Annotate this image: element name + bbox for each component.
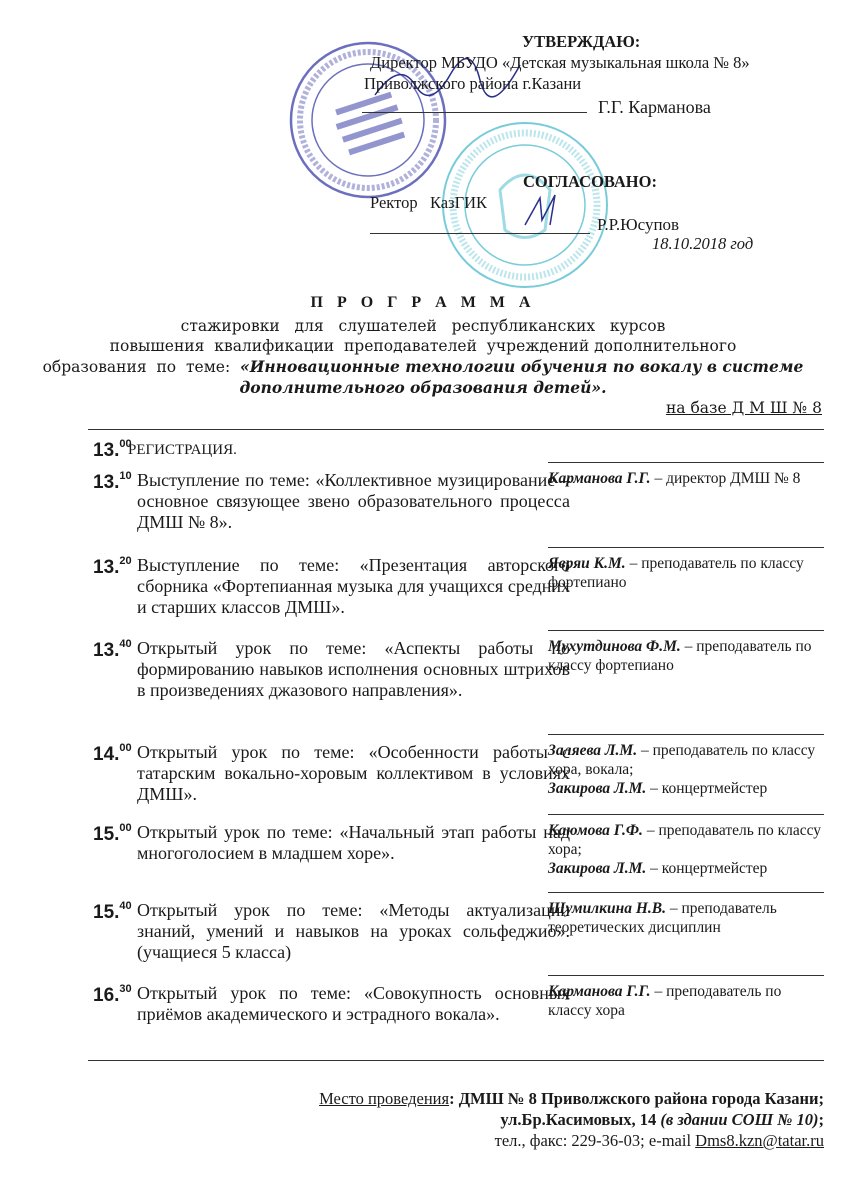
time-minute: 00 <box>119 438 132 450</box>
approval-heading: УТВЕРЖДАЮ: <box>522 32 641 51</box>
event-description: РЕГИСТРАЦИЯ. <box>128 442 237 458</box>
time-hour: 16. <box>93 985 120 1006</box>
speaker-role: – преподаватель по классу хора; <box>548 822 822 858</box>
schedule-top-divider <box>88 429 824 430</box>
approval-signatory: Г.Г. Карманова <box>598 97 711 117</box>
time-minute: 40 <box>119 638 132 650</box>
time-minute: 40 <box>119 900 132 912</box>
speaker-role: – концертмейстер <box>646 860 768 877</box>
time-minute: 10 <box>119 470 132 482</box>
event-description: Открытый урок по теме: «Методы актуализации знаний, умений и навыков на уроках сольфеджио». (учащиеся 5 класса) <box>137 900 570 962</box>
address-end: ; <box>818 1110 824 1129</box>
time-hour: 13. <box>93 640 120 661</box>
time-minute: 20 <box>119 555 132 567</box>
signature-line-rector <box>370 233 590 234</box>
time <box>93 438 132 462</box>
speaker-info <box>548 814 824 878</box>
speaker-info <box>548 975 824 1020</box>
speaker-name: Карманова Г.Г. <box>548 983 651 1000</box>
speaker-role: – преподаватель по классу фортепиано <box>548 555 804 591</box>
speaker-info <box>548 734 824 798</box>
program-line3-prefix: образования по теме: <box>42 358 231 376</box>
speaker-role: – концертмейстер <box>646 780 768 797</box>
speaker-role: – преподаватель по классу хора, вокала; <box>548 742 816 778</box>
time-hour: 15. <box>93 824 120 845</box>
time-hour: 14. <box>93 744 120 765</box>
address: ул.Бр.Касимовых, 14 <box>500 1110 661 1129</box>
schedule-bottom-divider <box>88 1060 824 1061</box>
time-hour: 13. <box>93 440 120 461</box>
event-description: Открытый урок по теме: «Начальный этап работы над многоголосием в младшем хоре». <box>137 822 570 863</box>
email-link[interactable]: Dms8.kzn@tatar.ru <box>695 1131 824 1150</box>
program-topic-line2: дополнительного образования детей». <box>239 378 607 397</box>
speaker-role: – преподаватель теоретических дисциплин <box>548 900 777 936</box>
time-hour: 15. <box>93 902 120 923</box>
speaker-role: – преподаватель по классу хора <box>548 983 782 1019</box>
event-description: Выступление по теме: «Коллективное музицирование – основное связующее звено образовательного процесса ДМШ № 8». <box>137 470 570 532</box>
agreement-position: Ректор КазГИК <box>370 193 488 212</box>
speaker-info <box>548 892 824 937</box>
footer-contacts <box>495 1131 824 1151</box>
time <box>93 983 132 1007</box>
time-minute: 30 <box>119 983 132 995</box>
speaker-name: Карманова Г.Г. <box>548 470 651 487</box>
program-base: на базе Д М Ш № 8 <box>665 399 822 417</box>
time-minute: 00 <box>119 742 132 754</box>
contacts: тел., факс: 229-36-03; e-mail <box>494 1131 696 1150</box>
address-note: (в здании СОШ № 10) <box>660 1110 819 1129</box>
program-topic-line1: «Инновационные технологии обучения по вокалу в системе <box>240 357 804 376</box>
speaker-name: Каюмова Г.Ф. <box>548 822 643 839</box>
speaker-name: Заляева Л.М. <box>548 742 638 759</box>
speaker-name: Шумилкина Н.В. <box>548 900 666 917</box>
event-description: Открытый урок по теме: «Совокупность основных приёмов академического и эстрадного вокала». <box>137 983 570 1024</box>
program-line3 <box>0 356 846 378</box>
time-hour: 13. <box>93 472 120 493</box>
time <box>93 900 132 924</box>
speaker-role: – преподаватель по классу фортепиано <box>548 638 812 674</box>
speaker-role: – директор ДМШ № 8 <box>650 470 801 487</box>
speaker-info <box>548 630 824 675</box>
time <box>93 470 132 494</box>
event-description: Выступление по теме: «Презентация авторского сборника «Фортепианная музыка для учащихся средних и старших классов ДМШ». <box>137 555 570 617</box>
venue-value: : ДМШ № 8 Приволжского района города Казани; <box>449 1089 824 1108</box>
program-title: П Р О Г Р А М М А <box>310 294 536 311</box>
time <box>93 742 132 766</box>
time <box>93 822 132 846</box>
speaker-name: Мухутдинова Ф.М. <box>548 638 681 655</box>
speaker-info <box>548 462 824 488</box>
program-line1: стажировки для слушателей республиканских курсов <box>180 317 666 335</box>
signature-rector <box>520 190 570 230</box>
time-hour: 13. <box>93 557 120 578</box>
time <box>93 555 132 579</box>
footer-venue <box>319 1089 824 1109</box>
speaker-name: Явряи К.М. <box>548 555 626 572</box>
event-description: Открытый урок по теме: «Аспекты работы по формированию навыков исполнения основных штрихов в произведениях джазового направления». <box>137 638 570 700</box>
event-description: Открытый урок по теме: «Особенности работы с татарским вокально-хоровым коллективом в условиях ДМШ». <box>137 742 570 804</box>
signature-line-director <box>362 112 587 113</box>
approval-line2: Приволжского района г.Казани <box>364 74 582 93</box>
speaker-name: Закирова Л.М. <box>548 780 647 797</box>
footer-address <box>500 1110 824 1130</box>
approval-line1: Директор МБУДО «Детская музыкальная школа № 8» <box>370 53 750 72</box>
program-line2: повышения квалификации преподавателей учреждений дополнительного <box>109 337 737 355</box>
agreement-signatory: Р.Р.Юсупов <box>597 215 680 234</box>
time <box>93 638 132 662</box>
venue-label: Место проведения <box>319 1089 450 1108</box>
speaker-info <box>548 547 824 592</box>
agreement-date: 18.10.2018 год <box>652 234 754 253</box>
time-minute: 00 <box>119 822 132 834</box>
agreement-heading: СОГЛАСОВАНО: <box>523 172 657 191</box>
speaker-name: Закирова Л.М. <box>548 860 647 877</box>
